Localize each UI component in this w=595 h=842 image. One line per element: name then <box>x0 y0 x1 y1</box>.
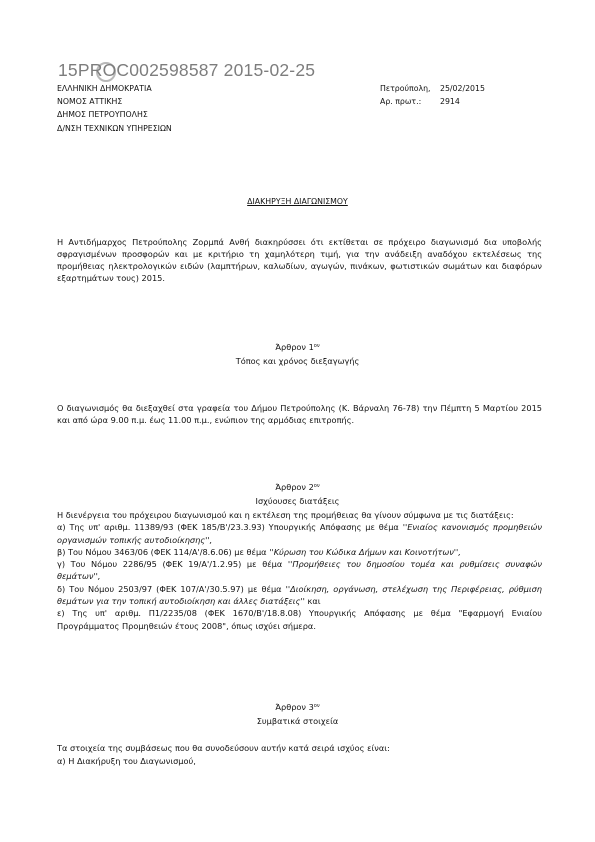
issuing-authority <box>57 82 172 135</box>
article-1-subtitle: Τόπος και χρόνος διεξαγωγής <box>235 356 360 366</box>
authority-line: ΕΛΛΗΝΙΚΗ ΔΗΜΟΚΡΑΤΙΑ <box>57 84 152 93</box>
article-2-subtitle: Ισχύουσες διατάξεις <box>255 496 340 506</box>
article-2-heading-sup: ον <box>313 483 320 489</box>
law-item-title: ''Ενιαίος κανονισμός προμηθειών οργανισμών τοπικής αυτοδιοίκησης'', <box>57 522 542 545</box>
law-item-text: ε) Της υπ' αριθμ. Π1/2235/08 (ΦΕΚ 1670/Β'/18.8.08) Υπουργικής Απόφασης με θέμα "Εφαρμογή Ενιαίου Προγράμματος Προμηθειών έτους 2008", όπως ισχύει σήμερα. <box>57 608 542 631</box>
authority-line: ΔΗΜΟΣ ΠΕΤΡΟΥΠΟΛΗΣ <box>57 110 148 120</box>
article-3-subtitle: Συμβατικά στοιχεία <box>256 716 339 726</box>
law-item-text: δ) Του Νόμου 2503/97 (ΦΕΚ 107/Α'/30.5.97) με θέμα <box>57 583 286 594</box>
intro-paragraph: Η Αντιδήμαρχος Πετρούπολης Ζορμπά Ανθή διακηρύσσει ότι εκτίθεται σε πρόχειρο διαγωνισμό δια υποβολής σφραγισμένων προσφορών και με κριτήριο τη χαμηλότερη τιμή, για την ανάδειξη αναδόχου εκτελέσεως της προμήθειας ηλεκτρολογικών ειδών (λαμπτήρων, καλωδίων, αγωγών, πινάκων, φωτιστικών σωμάτων και διαφόρων εξαρτημάτων τους) 2015. <box>57 237 542 283</box>
article-3-heading <box>0 702 595 714</box>
law-item-title: ''Προμήθειες του δημοσίου τομέα και ρυθμίσεις συναφών θεμάτων'', <box>57 559 543 582</box>
protocol-row <box>380 95 485 108</box>
article-1-text: Ο διαγωνισμός θα διεξαχθεί στα γραφεία του Δήμου Πετρούπολης (Κ. Βάρναλη 76-78) την Πέμπτη 5 Μαρτίου 2015 και από ώρα 9.00 π.μ. έως 11.00 π.μ., ενώπιον της αρμόδιας επιτροπής. <box>57 403 542 425</box>
law-item <box>57 546 542 558</box>
article-1-heading-text: Άρθρον 1 <box>275 342 314 352</box>
article-3-heading-sup: ον <box>313 703 320 709</box>
law-item <box>57 607 542 632</box>
law-item-text: β) Του Νόμου 3463/06 (ΦΕΚ 114/Α'/8.6.06) με θέμα <box>57 546 270 557</box>
article-2-body <box>57 509 542 632</box>
authority-line: ΝΟΜΟΣ ΑΤΤΙΚΗΣ <box>57 97 123 107</box>
date-row <box>380 82 485 95</box>
document-stamp: 15PROC002598587 2015-02-25 <box>58 60 316 80</box>
law-item <box>57 558 542 583</box>
article-1-heading-sup: ον <box>313 343 320 349</box>
article-2-intro: Η διενέργεια του πρόχειρου διαγωνισμού και η εκτέλεση της προμήθειας θα γίνουν σύμφωνα με τις διατάξεις: <box>57 510 514 520</box>
article-1-heading <box>0 342 595 354</box>
article-2-heading-text: Άρθρον 2 <box>275 482 314 492</box>
stamp-seal-icon <box>96 62 116 82</box>
law-item <box>57 521 542 546</box>
law-item <box>57 583 542 608</box>
article-3-item-a: α) Η Διακήρυξη του Διαγωνισμού, <box>57 756 196 766</box>
document-title-text: ΔΙΑΚΗΡΥΞΗ ΔΙΑΓΩΝΙΣΜΟΥ <box>247 197 348 206</box>
article-3-intro: Τα στοιχεία της συμβάσεως που θα συνοδεύσουν αυτήν κατά σειρά ισχύος είναι: <box>57 743 390 753</box>
law-item-text: α) Της υπ' αριθμ. 11389/93 (ΦΕΚ 185/Β'/23.3.93) Υπουργικής Απόφασης με θέμα <box>57 522 403 533</box>
document-meta <box>380 82 485 108</box>
authority-line: Δ/ΝΣΗ ΤΕΧΝΙΚΩΝ ΥΠΗΡΕΣΙΩΝ <box>57 123 172 133</box>
law-item-tail: και <box>304 596 321 607</box>
law-item-title: ''Κύρωση του Κώδικα Δήμων και Κοινοτήτων'', <box>269 546 461 557</box>
date-label: Πετρούπολη, <box>380 84 431 93</box>
article-2-heading <box>0 482 595 494</box>
protocol-label: Αρ. πρωτ.: <box>380 97 422 107</box>
law-item-title: ''Διοίκηση, οργάνωση, στελέχωση της Περιφέρειας, ρύθμιση θεμάτων για την τοπική αυτοδιοίκηση και άλλες διατάξεις'' <box>57 583 542 607</box>
date-value: 25/02/2015 <box>440 84 485 93</box>
document-title <box>0 196 595 207</box>
article-3-heading-text: Άρθρον 3 <box>275 702 314 712</box>
law-item-text: γ) Του Νόμου 2286/95 (ΦΕΚ 19/Α'/1.2.95) με θέμα <box>57 559 288 570</box>
protocol-value: 2914 <box>440 97 460 107</box>
